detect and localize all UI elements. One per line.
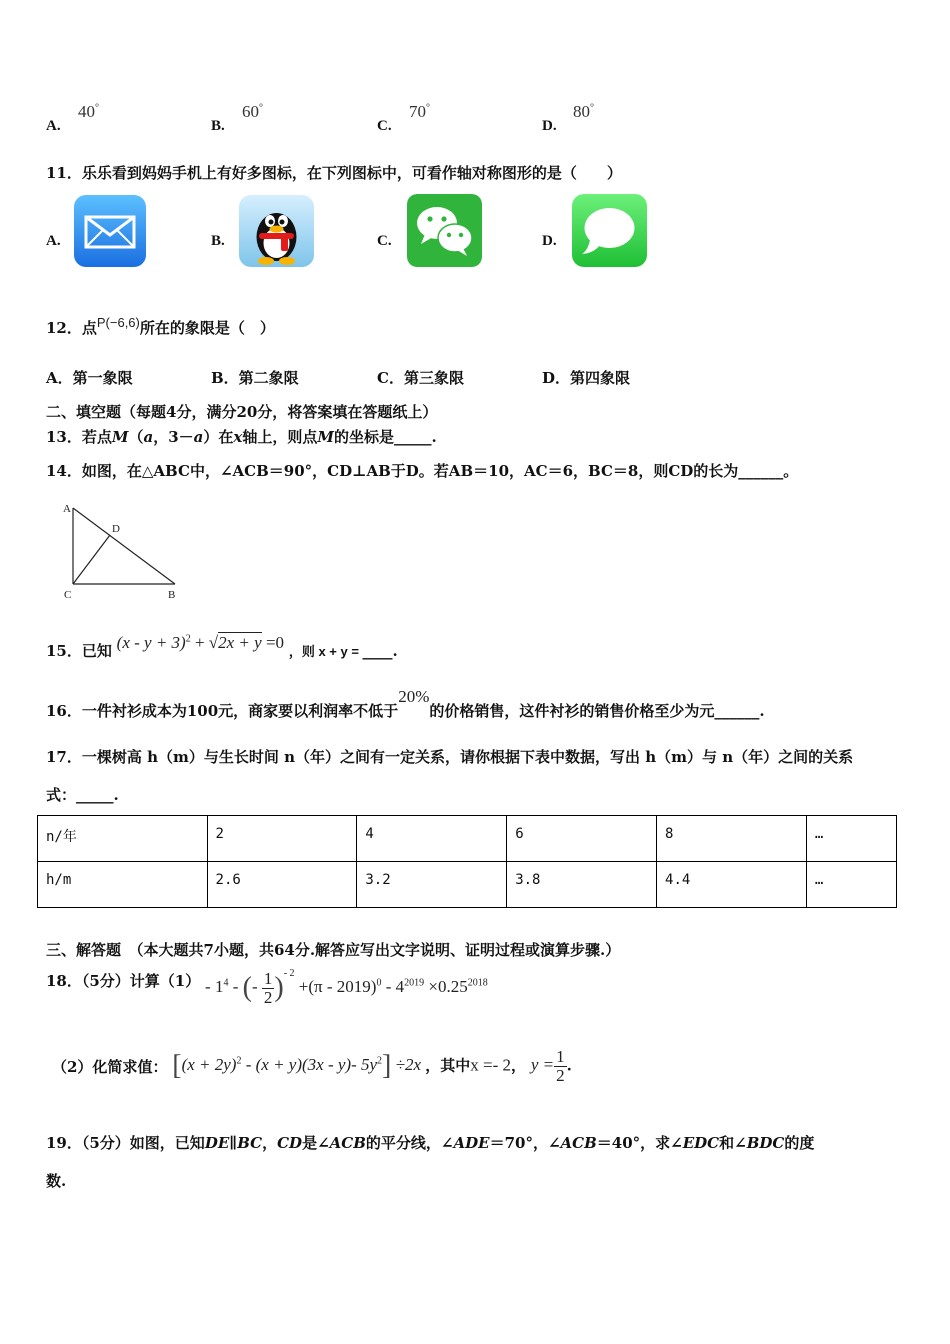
q12-option-a[interactable]: A．第一象限 (46, 369, 133, 387)
label-c: C (64, 589, 72, 601)
y-value: y = $\frac{1}{2}$ (530, 1047, 565, 1085)
bracket-open: [ (172, 1050, 182, 1082)
q12-suffix: 所在的象限是（ ） (139, 319, 275, 337)
sqrt-icon: √ (208, 633, 219, 652)
q13-var: x (233, 428, 243, 446)
option-letter: B. (211, 118, 225, 134)
q16-stem (46, 687, 765, 721)
q15-end: . (392, 642, 398, 660)
answer-blank[interactable]: ______ (714, 702, 760, 720)
q17-line1: 17．一棵树高 h（m）与生长时间 n（年）之间有一定关系，请你根据下表中数据，写出 h（m）与 n（年）之间的关系 (46, 748, 854, 766)
q18-part2-formula: [$(x + 2y)^2 - (x + y)(3x - y)-$ $5y^2] \div 2x$ (172, 1050, 421, 1082)
formula-part: - (228, 977, 243, 997)
table-cell: 3.2 (357, 862, 507, 908)
table-cell: 2.6 (207, 862, 357, 908)
table-cell: … (806, 816, 896, 862)
triangle-figure (60, 500, 185, 605)
section-2-heading: 二、填空题（每题4分，满分20分，将答案填在答题纸上） (46, 403, 438, 421)
q16-prefix: 16．一件衬衫成本为100元，商家要以利润率不低于 (46, 702, 399, 720)
formula-part: - 4 (381, 977, 405, 997)
q18-part2-label: （2）化简求值： (52, 1058, 168, 1077)
x-value: x =- 2 (470, 1055, 512, 1075)
q15-formula (117, 633, 284, 652)
q13-text: 轴上，则点 (242, 428, 318, 446)
q15-prefix: 15．已知 (46, 642, 112, 660)
option-letter: C. (377, 118, 392, 134)
q13-stem (46, 426, 437, 447)
q12-prefix: 12．点 (46, 319, 97, 337)
paren-close: ) (274, 972, 284, 1004)
formula-part: =0 (265, 633, 285, 652)
q10-option-a[interactable] (46, 116, 61, 135)
q17-line2: 式：_____. (46, 786, 119, 804)
formula-part: +(π - 2019) (294, 977, 377, 997)
radicand: 2x + y (218, 633, 262, 652)
fraction: $\frac{1}{2}$ (556, 1047, 565, 1085)
q15-stem (46, 632, 398, 660)
altitude-cd (73, 535, 110, 584)
q12-stem (46, 317, 275, 338)
formula-part: ×0.25 (424, 977, 468, 997)
q18-formula: - $1^4$ - (- $\frac{1}{2}$ )$^{- 2} +(\pi - 2019)^0 - 4^{2019} \times 0.25^{2018}$ (205, 967, 488, 1007)
answer-blank[interactable]: _____ (76, 786, 114, 804)
q12-option-c[interactable]: C．第三象限 (377, 369, 464, 387)
q10-option-d-value: 80° (573, 102, 594, 121)
q13-var: M (111, 428, 129, 446)
table-cell: h/m (38, 862, 208, 908)
table-cell: 6 (507, 816, 657, 862)
label-b: B (168, 589, 176, 601)
label-d: D (112, 523, 120, 535)
q10-option-b[interactable] (211, 116, 225, 135)
q19-line2: 数. (46, 1172, 67, 1190)
table-cell: 4 (357, 816, 507, 862)
table-cell: … (806, 862, 896, 908)
q11-option-c[interactable]: C. (377, 233, 392, 249)
qq-penguin-icon[interactable] (239, 195, 314, 267)
q16-end: . (759, 702, 765, 720)
formula-part: (x - y + 3) (116, 633, 186, 652)
q13-var: a (143, 428, 154, 446)
table-cell: n/年 (38, 816, 208, 862)
answer-blank[interactable]: ____ (362, 642, 393, 660)
paren-open: ( (242, 972, 252, 1004)
table-cell: 8 (657, 816, 807, 862)
q11-option-b[interactable]: B. (211, 233, 225, 249)
option-letter: D. (542, 118, 557, 134)
data-table (37, 815, 897, 908)
q12-point: P(−6,6) (96, 315, 140, 330)
formula-exp: 2 (185, 633, 191, 645)
label-a: A (63, 503, 71, 515)
section-3-heading: 三、解答题 （本大题共7小题，共64分.解答应写出文字说明、证明过程或演算步骤.） (46, 941, 621, 959)
q13-text: ，3－ (153, 428, 194, 446)
q13-text: 13．若点 (46, 428, 112, 446)
q13-text: ）在 (203, 428, 234, 446)
mail-icon[interactable] (74, 195, 146, 267)
q14-text: 。 (783, 462, 799, 480)
q10-option-c[interactable] (377, 116, 392, 135)
q16-rate: 20% (398, 687, 430, 706)
formula-part: + (194, 633, 205, 652)
q12-option-d[interactable]: D．第四象限 (542, 369, 631, 387)
table-cell: 2 (207, 816, 357, 862)
q18-where: ，其中 (425, 1056, 471, 1075)
message-bubble-icon[interactable] (572, 194, 647, 267)
bracket-close: ] (382, 1050, 392, 1082)
answer-blank[interactable]: _____ (394, 428, 432, 446)
fraction: $\frac{1}{2}$ (263, 969, 273, 1007)
q13-var: M (317, 428, 334, 446)
q10-option-d[interactable] (542, 116, 557, 135)
wechat-icon[interactable] (407, 194, 482, 267)
q14-text: 14．如图，在△ABC中，∠ACB＝90°，CD⊥AB于D。若AB＝10，AC＝6，BC＝8，则CD的长为 (46, 462, 739, 480)
table-cell: 3.8 (507, 862, 657, 908)
q15-suffix: ，则 x + y = (288, 644, 363, 659)
q14-stem (46, 460, 798, 481)
table-row (38, 816, 897, 862)
q13-text: 的坐标是 (334, 428, 395, 446)
q10-option-a-value: 40° (78, 102, 99, 121)
q12-option-b[interactable]: B．第二象限 (211, 369, 299, 387)
q18-part1 (46, 967, 488, 1007)
q13-var: a (193, 428, 204, 446)
table-row (38, 862, 897, 908)
option-letter: A. (46, 118, 61, 134)
q11-option-d[interactable]: D. (542, 233, 557, 249)
table-cell: 4.4 (657, 862, 807, 908)
q13-text: . (431, 428, 437, 446)
q18-part2: （2）化简求值： [$(x + 2y)^2 - (x + y)(3x - y)-$ $5y^2] \div 2x$ ，其中x =- 2， y = $\frac{1}{2}$ . (52, 1047, 572, 1085)
side-ab (73, 508, 175, 584)
q18-prefix: 18．（5分）计算（1） (46, 972, 201, 991)
q19-line1: 19．（5分）如图，已知DE∥BC，CD是∠ACB的平分线，∠ADE＝70°，∠ACB＝40°，求∠EDC和∠BDC的度 (46, 1134, 815, 1152)
q11-option-a[interactable]: A. (46, 233, 61, 249)
q16-suffix: 的价格销售，这件衬衫的销售价格至少为元 (429, 702, 715, 720)
q10-option-b-value: 60° (242, 102, 263, 121)
answer-blank[interactable]: ______ (738, 462, 784, 480)
q13-text: （ (128, 428, 144, 446)
q11-stem: 11．乐乐看到妈妈手机上有好多图标，在下列图标中，可看作轴对称图形的是（ ） (46, 164, 622, 182)
formula-part: - 1 (205, 977, 224, 997)
q10-option-c-value: 70° (409, 102, 430, 121)
